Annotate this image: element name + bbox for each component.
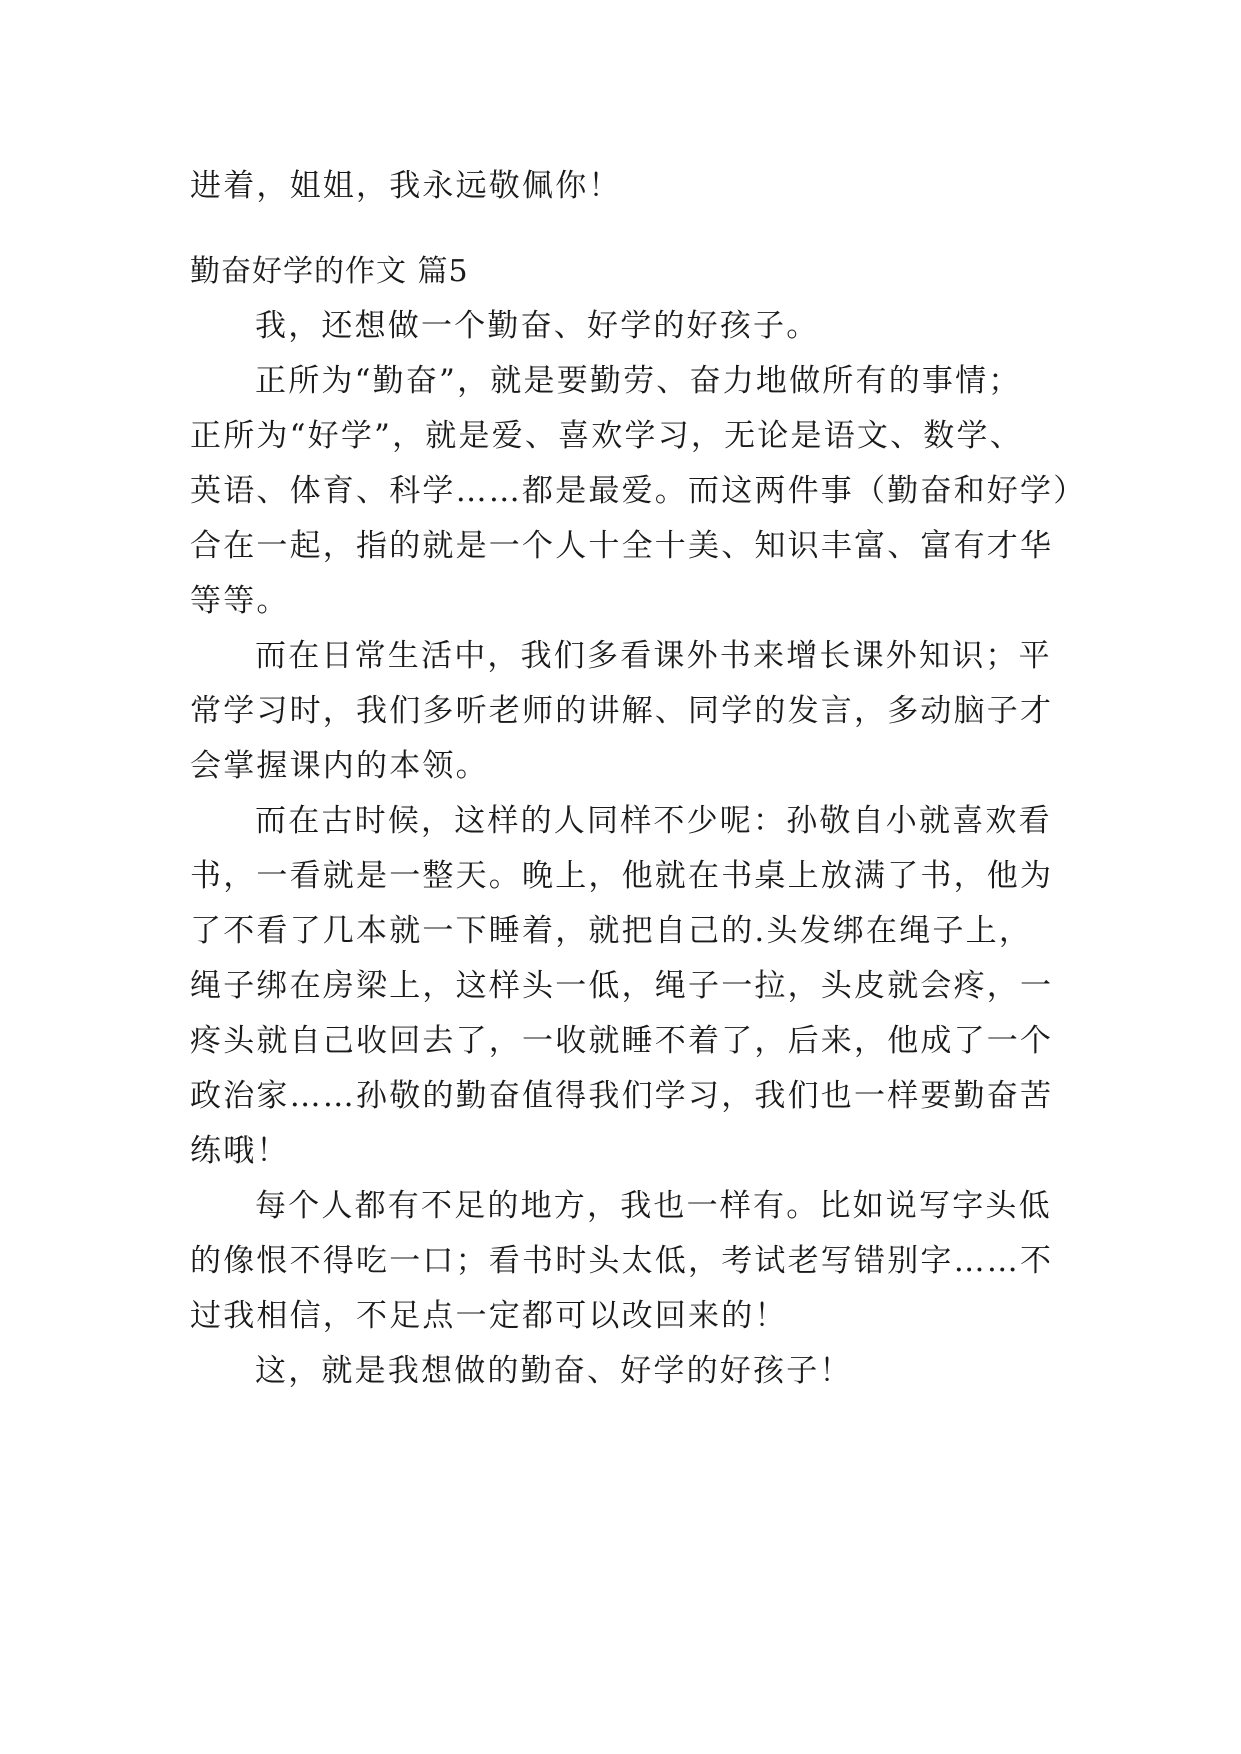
paragraph-line: 疼头就自己收回去了，一收就睡不着了，后来，他成了一个 <box>190 1023 1054 1059</box>
paragraph-line: 过我相信，不足点一定都可以改回来的！ <box>190 1298 788 1334</box>
paragraph-line: 这，就是我想做的勤奋、好学的好孩子！ <box>255 1353 853 1389</box>
paragraph-line: 等等。 <box>190 583 290 619</box>
paragraph-line: 练哦！ <box>190 1133 290 1169</box>
paragraph-line: 了不看了几本就一下睡着，就把自己的.头发绑在绳子上， <box>190 913 1033 949</box>
paragraph-line: 而在日常生活中，我们多看课外书来增长课外知识；平 <box>255 638 1052 674</box>
paragraph-line: 正所为“好学”，就是爱、喜欢学习，无论是语文、数学、 <box>190 418 1023 454</box>
paragraph-line: 每个人都有不足的地方，我也一样有。比如说写字头低 <box>255 1188 1052 1224</box>
paragraph-line: 正所为“勤奋”，就是要勤劳、奋力地做所有的事情； <box>255 363 1022 399</box>
paragraph-line: 常学习时，我们多听老师的讲解、同学的发言，多动脑子才 <box>190 693 1054 729</box>
paragraph-line: 绳子绑在房梁上，这样头一低，绳子一拉，头皮就会疼，一 <box>190 968 1054 1004</box>
paragraph-line: 会掌握课内的本领。 <box>190 748 489 784</box>
paragraph-line: 书，一看就是一整天。晚上，他就在书桌上放满了书，他为 <box>190 858 1054 894</box>
paragraph-line: 而在古时候，这样的人同样不少呢：孙敬自小就喜欢看 <box>255 803 1052 839</box>
paragraph-line: 英语、体育、科学……都是最爱。而这两件事（勤奋和好学） <box>190 473 1087 509</box>
paragraph-line: 的像恨不得吃一口；看书时头太低，考试老写错别字……不 <box>190 1243 1054 1279</box>
paragraph-continuation: 进着，姐姐，我永远敬佩你！ <box>190 168 622 204</box>
paragraph-line: 我，还想做一个勤奋、好学的好孩子。 <box>255 308 820 344</box>
paragraph-line: 政治家……孙敬的勤奋值得我们学习，我们也一样要勤奋苦 <box>190 1078 1054 1114</box>
essay-heading: 勤奋好学的作文 篇5 <box>190 254 469 289</box>
paragraph-line: 合在一起，指的就是一个人十全十美、知识丰富、富有才华 <box>190 528 1054 564</box>
